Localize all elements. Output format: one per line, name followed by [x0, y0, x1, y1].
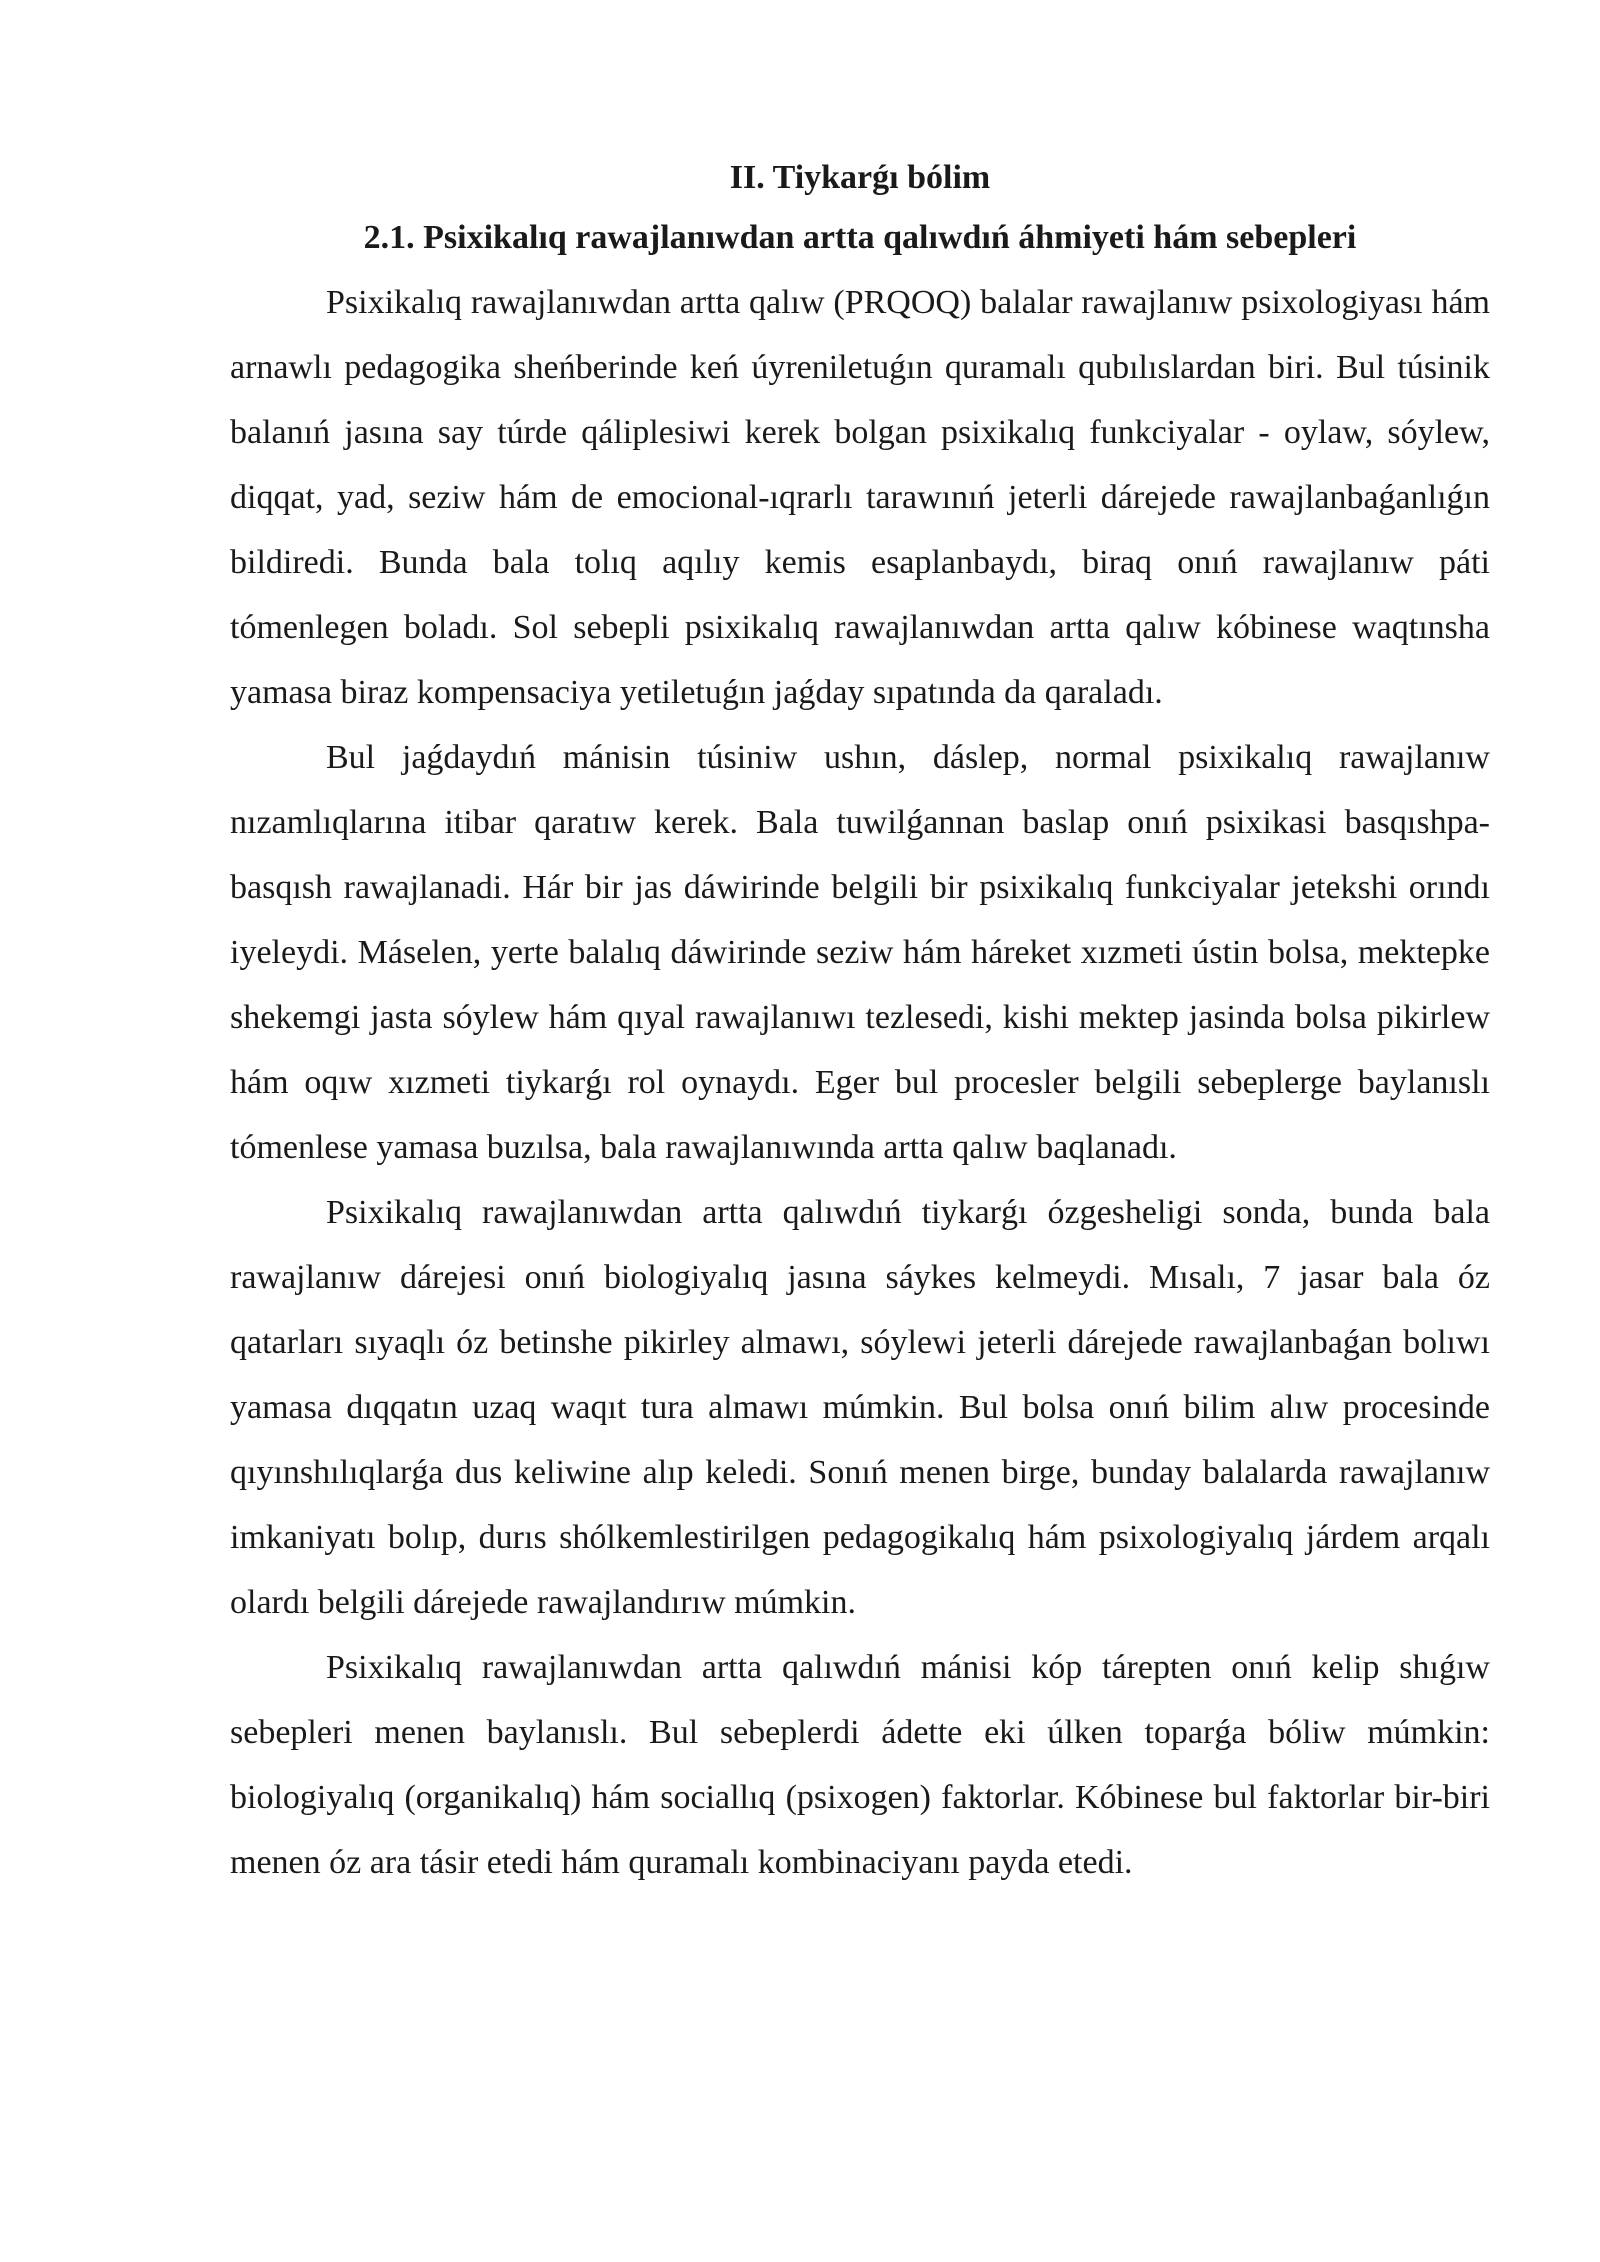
paragraph: Bul jaǵdaydıń mánisin túsiniw ushın, dáslep, normal psixikalıq rawajlanıw nızamlıqlarına itibar qaratıw kerek. Bala tuwilǵannan baslap onıń psixikasi basqıshpa-basqısh rawajlanadi. Hár bir jas dáwirinde belgili bir psixikalıq funkciyalar jetekshi orındı iyeleydi. Máselen, yerte balalıq dáwirinde seziw hám háreket xızmeti ústin bolsa, mektepke shekemgi jasta sóylew hám qıyal rawajlanıwı tezlesedi, kishi mektep jasinda bolsa pikirlew hám oqıw xızmeti tiykarǵı rol oynaydı. Eger bul procesler belgili sebeplerge baylanıslı tómenlese yamasa buzılsa, bala rawajlanıwında artta qalıw baqlanadı.: [230, 739, 1490, 1166]
chapter-title: II. Tiykarǵı bólim: [729, 159, 991, 196]
section-title: 2.1. Psixikalıq rawajlanıwdan artta qalıwdıń áhmiyeti hám sebepleri: [363, 219, 1357, 256]
paragraph: Psixikalıq rawajlanıwdan artta qalıwdıń mánisi kóp tárepten onıń kelip shıǵıw sebepleri menen baylanıslı. Bul sebeplerdi ádette eki úlken toparǵa bóliw múmkin: biologiyalıq (organikalıq) hám sociallıq (psixogen) faktorlar. Kóbinese bul faktorlar bir-biri menen óz ara tásir etedi hám quramalı kombinaciyanı payda etedi.: [230, 1649, 1490, 1881]
paragraph: Psixikalıq rawajlanıwdan artta qalıwdıń tiykarǵı ózgesheligi sonda, bunda bala rawajlanıw dárejesi onıń biologiyalıq jasına sáykes kelmeydi. Mısalı, 7 jasar bala óz qatarları sıyaqlı óz betinshe pikirley almawı, sóylewi jeterli dárejede rawajlanbaǵan bolıwı yamasa dıqqatın uzaq waqıt tura almawı múmkin. Bul bolsa onıń bilim alıw procesinde qıyınshılıqlarǵa dus keliwine alıp keledi. Sonıń menen birge, bunday balalarda rawajlanıw imkaniyatı bolıp, durıs shólkemlestirilgen pedagogikalıq hám psixologiyalıq járdem arqalı olardı belgili dárejede rawajlandırıw múmkin.: [230, 1194, 1490, 1621]
document-page: [230, 148, 1490, 1895]
paragraph: Psixikalıq rawajlanıwdan artta qalıw (PRQOQ) balalar rawajlanıw psixologiyası hám arnawlı pedagogika sheńberinde keń úyreniletuǵın quramalı qubılıslardan biri. Bul túsinik balanıń jasına say túrde qáliplesiwi kerek bolgan psixikalıq funkciyalar - oylaw, sóylew, diqqat, yad, seziw hám de emocional-ıqrarlı tarawınıń jeterli dárejede rawajlanbaǵanlıǵın bildiredi. Bunda bala tolıq aqılıy kemis esaplanbaydı, biraq onıń rawajlanıw páti tómenlegen boladı. Sol sebepli psixikalıq rawajlanıwdan artta qalıw kóbinese waqtınsha yamasa biraz kompensaciya yetiletuǵın jaǵday sıpatında da qaraladı.: [230, 284, 1490, 711]
